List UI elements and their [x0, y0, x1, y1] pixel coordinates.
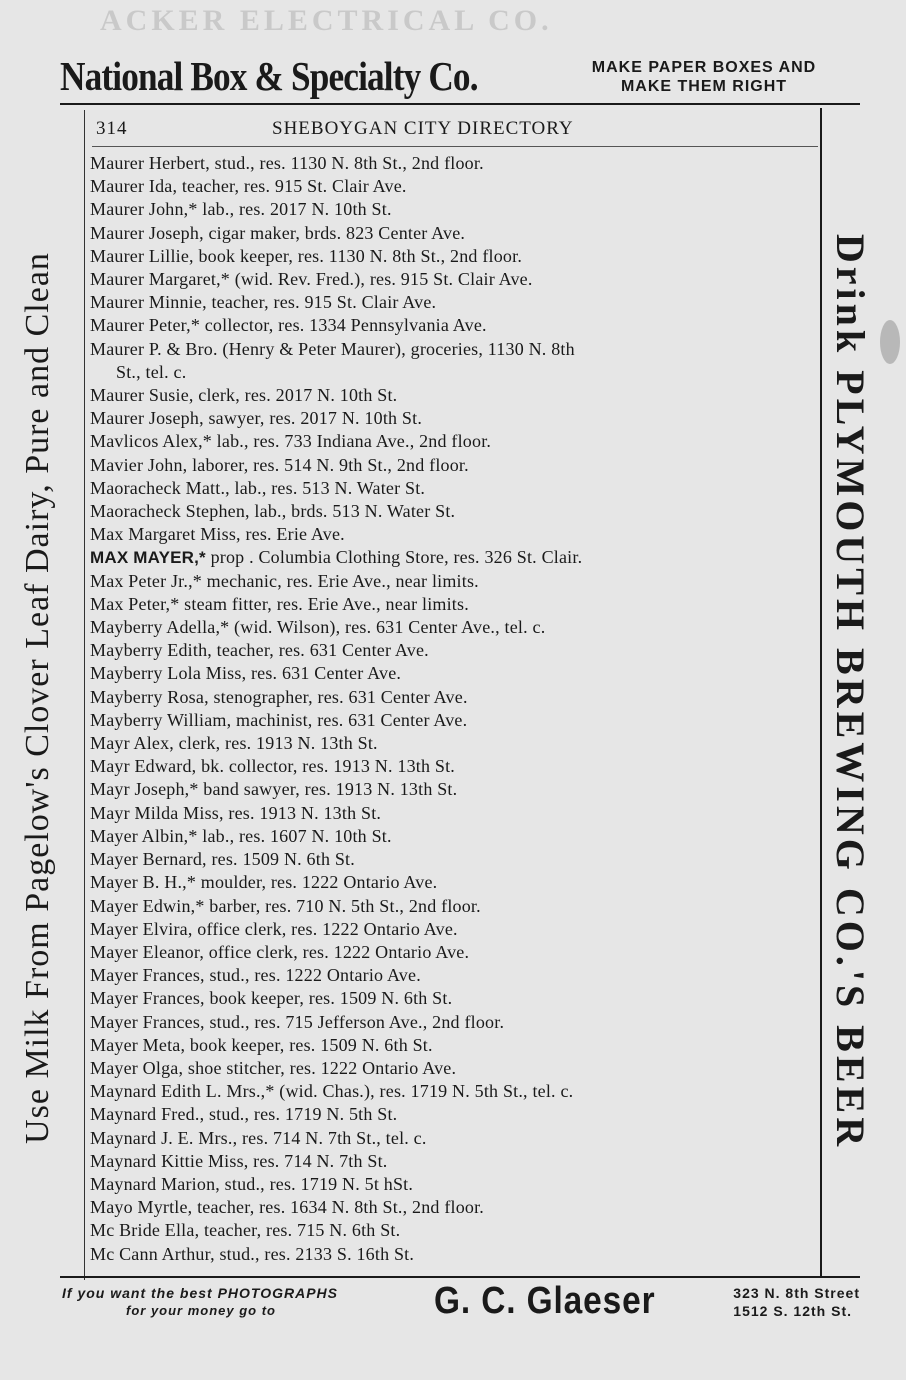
- directory-entry: [90, 1196, 820, 1219]
- entry-text: Maurer Susie, clerk, res. 2017 N. 10th St.: [90, 385, 398, 406]
- directory-entry: [90, 1080, 820, 1103]
- directory-entry: [90, 825, 820, 848]
- entry-text: Maurer Ida, teacher, res. 915 St. Clair Ave.: [90, 176, 407, 197]
- bottom-advertisement: [60, 1280, 860, 1330]
- page-number: 314: [96, 118, 128, 139]
- top-rule: [60, 103, 860, 105]
- entry-text: Maurer Joseph, sawyer, res. 2017 N. 10th St.: [90, 408, 423, 429]
- entry-text: Maurer Joseph, cigar maker, brds. 823 Center Ave.: [90, 222, 466, 243]
- directory-entry: [90, 871, 820, 894]
- entry-text: Max Peter,* steam fitter, res. Erie Ave., near limits.: [90, 593, 469, 614]
- directory-entry: [90, 1011, 820, 1034]
- directory-entry: [90, 430, 820, 453]
- entry-text: Maynard Kittie Miss, res. 714 N. 7th St.: [90, 1150, 388, 1171]
- directory-entry: [90, 546, 820, 569]
- directory-entry: [90, 987, 820, 1010]
- directory-entry: [90, 477, 820, 500]
- directory-entry: [90, 570, 820, 593]
- entry-text: Max Peter Jr.,* mechanic, res. Erie Ave., near limits.: [90, 570, 479, 591]
- directory-entry: [90, 616, 820, 639]
- right-column-rule: [820, 108, 822, 1278]
- header-rule: [92, 146, 818, 147]
- directory-entry: [90, 175, 820, 198]
- bottom-ad-tagline: [62, 1284, 338, 1320]
- entry-text: Mayr Joseph,* band sawyer, res. 1913 N. 13th St.: [90, 779, 458, 800]
- directory-entry: [90, 755, 820, 778]
- entry-text: Mc Bride Ella, teacher, res. 715 N. 6th St.: [90, 1220, 401, 1241]
- entry-text: Maurer Minnie, teacher, res. 915 St. Clair Ave.: [90, 292, 437, 313]
- directory-entry: [90, 245, 820, 268]
- entry-text: prop . Columbia Clothing Store, res. 326 St. Clair.: [205, 547, 583, 568]
- directory-entry: [90, 1103, 820, 1126]
- entry-text: Maurer P. & Bro. (Henry & Peter Maurer), groceries, 1130 N. 8th: [90, 338, 575, 359]
- left-margin-advertisement: Use Milk From Pagelow's Clover Leaf Dairy, Pure and Clean: [19, 252, 56, 1144]
- bottom-ad-line1: If you want the best PHOTOGRAPHS: [62, 1285, 338, 1301]
- directory-entry: [90, 1150, 820, 1173]
- directory-entry: [90, 941, 820, 964]
- top-ad-company: National Box & Specialty Co.: [60, 53, 478, 99]
- page-header: [92, 118, 818, 148]
- directory-entry: [90, 686, 820, 709]
- entry-text: Mayer Albin,* lab., res. 1607 N. 10th St.: [90, 825, 392, 846]
- page-title: SHEBOYGAN CITY DIRECTORY: [272, 118, 574, 139]
- bottom-ad-address1: 323 N. 8th Street: [733, 1285, 860, 1301]
- entry-bold-name: MAX MAYER,*: [90, 548, 206, 568]
- entry-text: Mayer Frances, stud., res. 715 Jefferson Ave., 2nd floor.: [90, 1011, 505, 1032]
- entry-text: Mayer Olga, shoe stitcher, res. 1222 Ontario Ave.: [90, 1057, 457, 1078]
- entry-text: Mayer Edwin,* barber, res. 710 N. 5th St., 2nd floor.: [90, 895, 481, 916]
- directory-entry: [90, 407, 820, 430]
- directory-entry: [90, 802, 820, 825]
- entry-text: Maurer Margaret,* (wid. Rev. Fred.), res. 915 St. Clair Ave.: [90, 269, 533, 290]
- directory-entry: [90, 918, 820, 941]
- directory-entry: [90, 895, 820, 918]
- entry-text: Maoracheck Stephen, lab., brds. 513 N. Water St.: [90, 501, 456, 522]
- entry-text: Maurer Lillie, book keeper, res. 1130 N. 8th St., 2nd floor.: [90, 245, 523, 266]
- entry-text: Mayberry Lola Miss, res. 631 Center Ave.: [90, 663, 402, 684]
- directory-entry: [90, 848, 820, 871]
- directory-entry: [90, 662, 820, 685]
- entry-text: Maurer Peter,* collector, res. 1334 Pennsylvania Ave.: [90, 315, 487, 336]
- entry-text: Mayberry Adella,* (wid. Wilson), res. 631 Center Ave., tel. c.: [90, 617, 546, 638]
- entry-text: Mayo Myrtle, teacher, res. 1634 N. 8th St., 2nd floor.: [90, 1197, 485, 1218]
- entry-text: Mayer B. H.,* moulder, res. 1222 Ontario Ave.: [90, 872, 438, 893]
- entry-text: Maynard Marion, stud., res. 1719 N. 5t hSt.: [90, 1173, 414, 1194]
- directory-entry: [90, 314, 820, 337]
- directory-entry: [90, 152, 820, 175]
- directory-entry: [90, 268, 820, 291]
- entry-text: Maurer John,* lab., res. 2017 N. 10th St.: [90, 199, 392, 220]
- bottom-ad-address: [733, 1284, 860, 1320]
- directory-entry: [90, 338, 820, 361]
- directory-entry: [90, 778, 820, 801]
- entry-text: Mavlicos Alex,* lab., res. 733 Indiana Ave., 2nd floor.: [90, 431, 492, 452]
- directory-entry-continuation: [90, 361, 820, 384]
- bottom-ad-address2: 1512 S. 12th St.: [733, 1303, 852, 1319]
- entry-text: Mayer Eleanor, office clerk, res. 1222 Ontario Ave.: [90, 941, 470, 962]
- directory-entry: [90, 523, 820, 546]
- directory-entry: [90, 593, 820, 616]
- directory-entry: [90, 1219, 820, 1242]
- right-margin-advertisement: Drink PLYMOUTH BREWING CO.'S BEER: [828, 233, 874, 1151]
- directory-entry: [90, 454, 820, 477]
- entry-text: Maynard Edith L. Mrs.,* (wid. Chas.), res. 1719 N. 5th St., tel. c.: [90, 1081, 574, 1102]
- entry-text: Mayr Edward, bk. collector, res. 1913 N. 13th St.: [90, 756, 456, 777]
- margin-ornament: [880, 320, 900, 364]
- directory-entry: [90, 1034, 820, 1057]
- directory-entry: [90, 500, 820, 523]
- directory-entries: [90, 152, 820, 1266]
- directory-entry: [90, 639, 820, 662]
- entry-text: St., tel. c.: [116, 361, 187, 382]
- directory-entry: [90, 964, 820, 987]
- entry-text: Mayberry Edith, teacher, res. 631 Center Ave.: [90, 640, 429, 661]
- bottom-rule: [60, 1276, 860, 1278]
- entry-text: Mayer Bernard, res. 1509 N. 6th St.: [90, 849, 355, 870]
- entry-text: Maurer Herbert, stud., res. 1130 N. 8th St., 2nd floor.: [90, 153, 484, 173]
- directory-entry: [90, 709, 820, 732]
- entry-text: Maynard Fred., stud., res. 1719 N. 5th St.: [90, 1104, 398, 1125]
- bleed-through-text: ACKER ELECTRICAL CO.: [100, 4, 553, 37]
- entry-text: Mayberry Rosa, stenographer, res. 631 Center Ave.: [90, 686, 468, 707]
- top-ad-slogan-line1: MAKE PAPER BOXES AND: [591, 59, 817, 76]
- directory-entry: [90, 1173, 820, 1196]
- directory-entry: [90, 384, 820, 407]
- bottom-ad-name: G. C. Glaeser: [434, 1280, 656, 1322]
- entry-text: Mayr Milda Miss, res. 1913 N. 13th St.: [90, 802, 382, 823]
- bottom-ad-line2: for your money go to: [126, 1303, 276, 1318]
- top-advertisement: [60, 52, 860, 104]
- directory-entry: [90, 732, 820, 755]
- entry-text: Mayer Elvira, office clerk, res. 1222 Ontario Ave.: [90, 918, 458, 939]
- entry-text: Mayer Frances, stud., res. 1222 Ontario Ave.: [90, 965, 421, 986]
- top-ad-slogan-line2: MAKE THEM RIGHT: [620, 78, 788, 95]
- entry-text: Mayberry William, machinist, res. 631 Center Ave.: [90, 709, 468, 730]
- directory-entry: [90, 291, 820, 314]
- entry-text: Mayer Frances, book keeper, res. 1509 N. 6th St.: [90, 988, 453, 1009]
- entry-text: Max Margaret Miss, res. Erie Ave.: [90, 524, 345, 545]
- directory-entry: [90, 222, 820, 245]
- entry-text: Maoracheck Matt., lab., res. 513 N. Water St.: [90, 477, 426, 498]
- entry-text: Mayr Alex, clerk, res. 1913 N. 13th St.: [90, 733, 378, 754]
- entry-text: Mc Cann Arthur, stud., res. 2133 S. 16th St.: [90, 1243, 415, 1264]
- left-column-rule: [84, 110, 85, 1280]
- entry-text: Mayer Meta, book keeper, res. 1509 N. 6th St.: [90, 1034, 433, 1055]
- top-ad-slogan: [548, 58, 860, 96]
- entry-text: Mavier John, laborer, res. 514 N. 9th St., 2nd floor.: [90, 454, 469, 475]
- entry-text: Maynard J. E. Mrs., res. 714 N. 7th St., tel. c.: [90, 1127, 427, 1148]
- directory-entry: [90, 1057, 820, 1080]
- directory-entry: [90, 1243, 820, 1266]
- directory-entry: [90, 198, 820, 221]
- directory-entry: [90, 1127, 820, 1150]
